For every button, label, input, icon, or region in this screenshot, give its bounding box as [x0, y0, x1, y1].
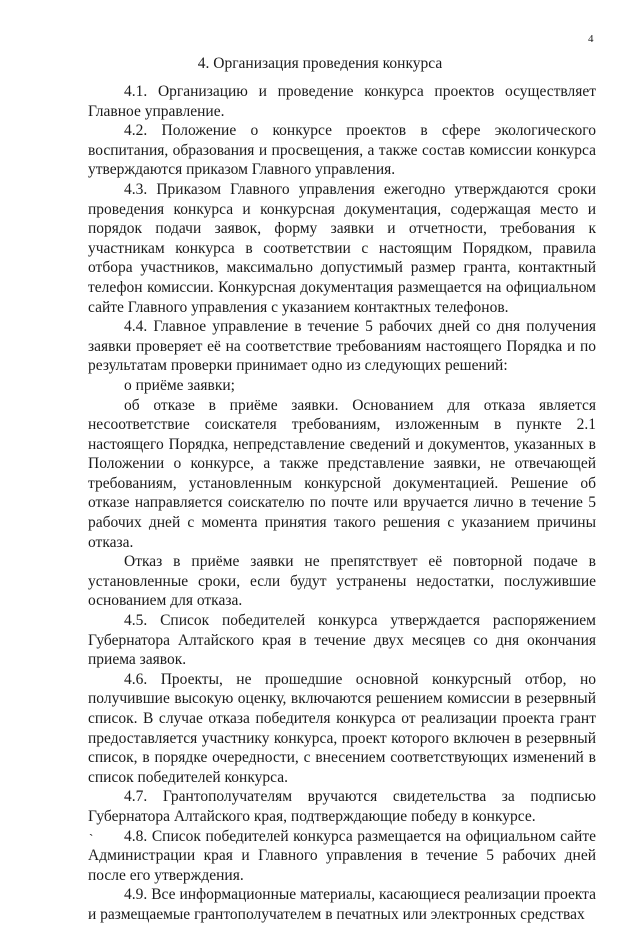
paragraph-4-3: 4.3. Приказом Главного управления ежегодно утверждаются сроки проведения конкурса и конкурсная документация, содержащая место и порядок подачи заявок, форму заявки и отчетности, требования к участникам конкурса в соответствии с настоящим Порядком, правила отбора участников, максимально допустимый размер гранта, контактный телефон комиссии. Конкурсная документация размещается на официальном сайте Главного управления с указанием контактных телефонов. — [88, 180, 596, 316]
paragraph-4-2: 4.2. Положение о конкурсе проектов в сфере экологического воспитания, образования и просвещения, а также состав комиссии конкурса утверждаются приказом Главного управления. — [88, 122, 596, 179]
paragraph-4-4-resubmission: Отказ в приёме заявки не препятствует её повторной подаче в установленные сроки, если будут устранены недостатки, послужившие основанием для отказа. — [88, 553, 596, 610]
page-number: 4 — [588, 33, 594, 45]
section-body — [88, 82, 596, 925]
paragraph-4-5: 4.5. Список победителей конкурса утверждается распоряжением Губернатора Алтайского края в течение двух месяцев со дня окончания приема заявок. — [88, 612, 596, 669]
paragraph-4-7: 4.7. Грантополучателям вручаются свидетельства за подписью Губернатора Алтайского края, подтверждающие победу в конкурсе. — [88, 788, 596, 825]
paragraph-4-1: 4.1. Организацию и проведение конкурса проектов осуществляет Главное управление. — [88, 83, 596, 120]
paragraph-4-4-option-reject: об отказе в приёме заявки. Основанием для отказа является несоответствие соискателя требованиям, изложенным в пункте 2.1 настоящего Порядка, непредставление сведений и документов, указанных в Положении о конкурсе, а также представление заявки, не отвечающей требованиям, установленным конкурсной документацией. Решение об отказе направляется соискателю по почте или вручается лично в течение 5 рабочих дней с момента принятия такого решения с указанием причины отказа. — [88, 396, 596, 551]
paragraph-4-4-option-accept: о приёме заявки; — [124, 376, 235, 394]
paragraph-4-9: 4.9. Все информационные материалы, касающиеся реализации проекта и размещаемые грантополучателем в печатных или электронных средствах — [88, 886, 596, 923]
paragraph-4-8: 4.8. Список победителей конкурса размещается на официальном сайте Администрации края и Главного управления в течение 5 рабочих дней после его утверждения. — [88, 827, 596, 884]
section-title: 4. Организация проведения конкурса — [197, 55, 443, 72]
paragraph-4-4: 4.4. Главное управление в течение 5 рабочих дней со дня получения заявки проверяет её на соответствие требованиям настоящего Порядка и по результатам проверки принимает одно из следующих решений: — [88, 318, 596, 375]
stray-mark: ` — [89, 831, 94, 846]
paragraph-4-6: 4.6. Проекты, не прошедшие основной конкурсный отбор, но получившие высокую оценку, включаются решением комиссии в резервный список. В случае отказа победителя конкурса от реализации проекта грант предоставляется участнику конкурса, проект которого включен в резервный список, в порядке очередности, с внесением соответствующих изменений в список победителей конкурса. — [88, 670, 596, 786]
